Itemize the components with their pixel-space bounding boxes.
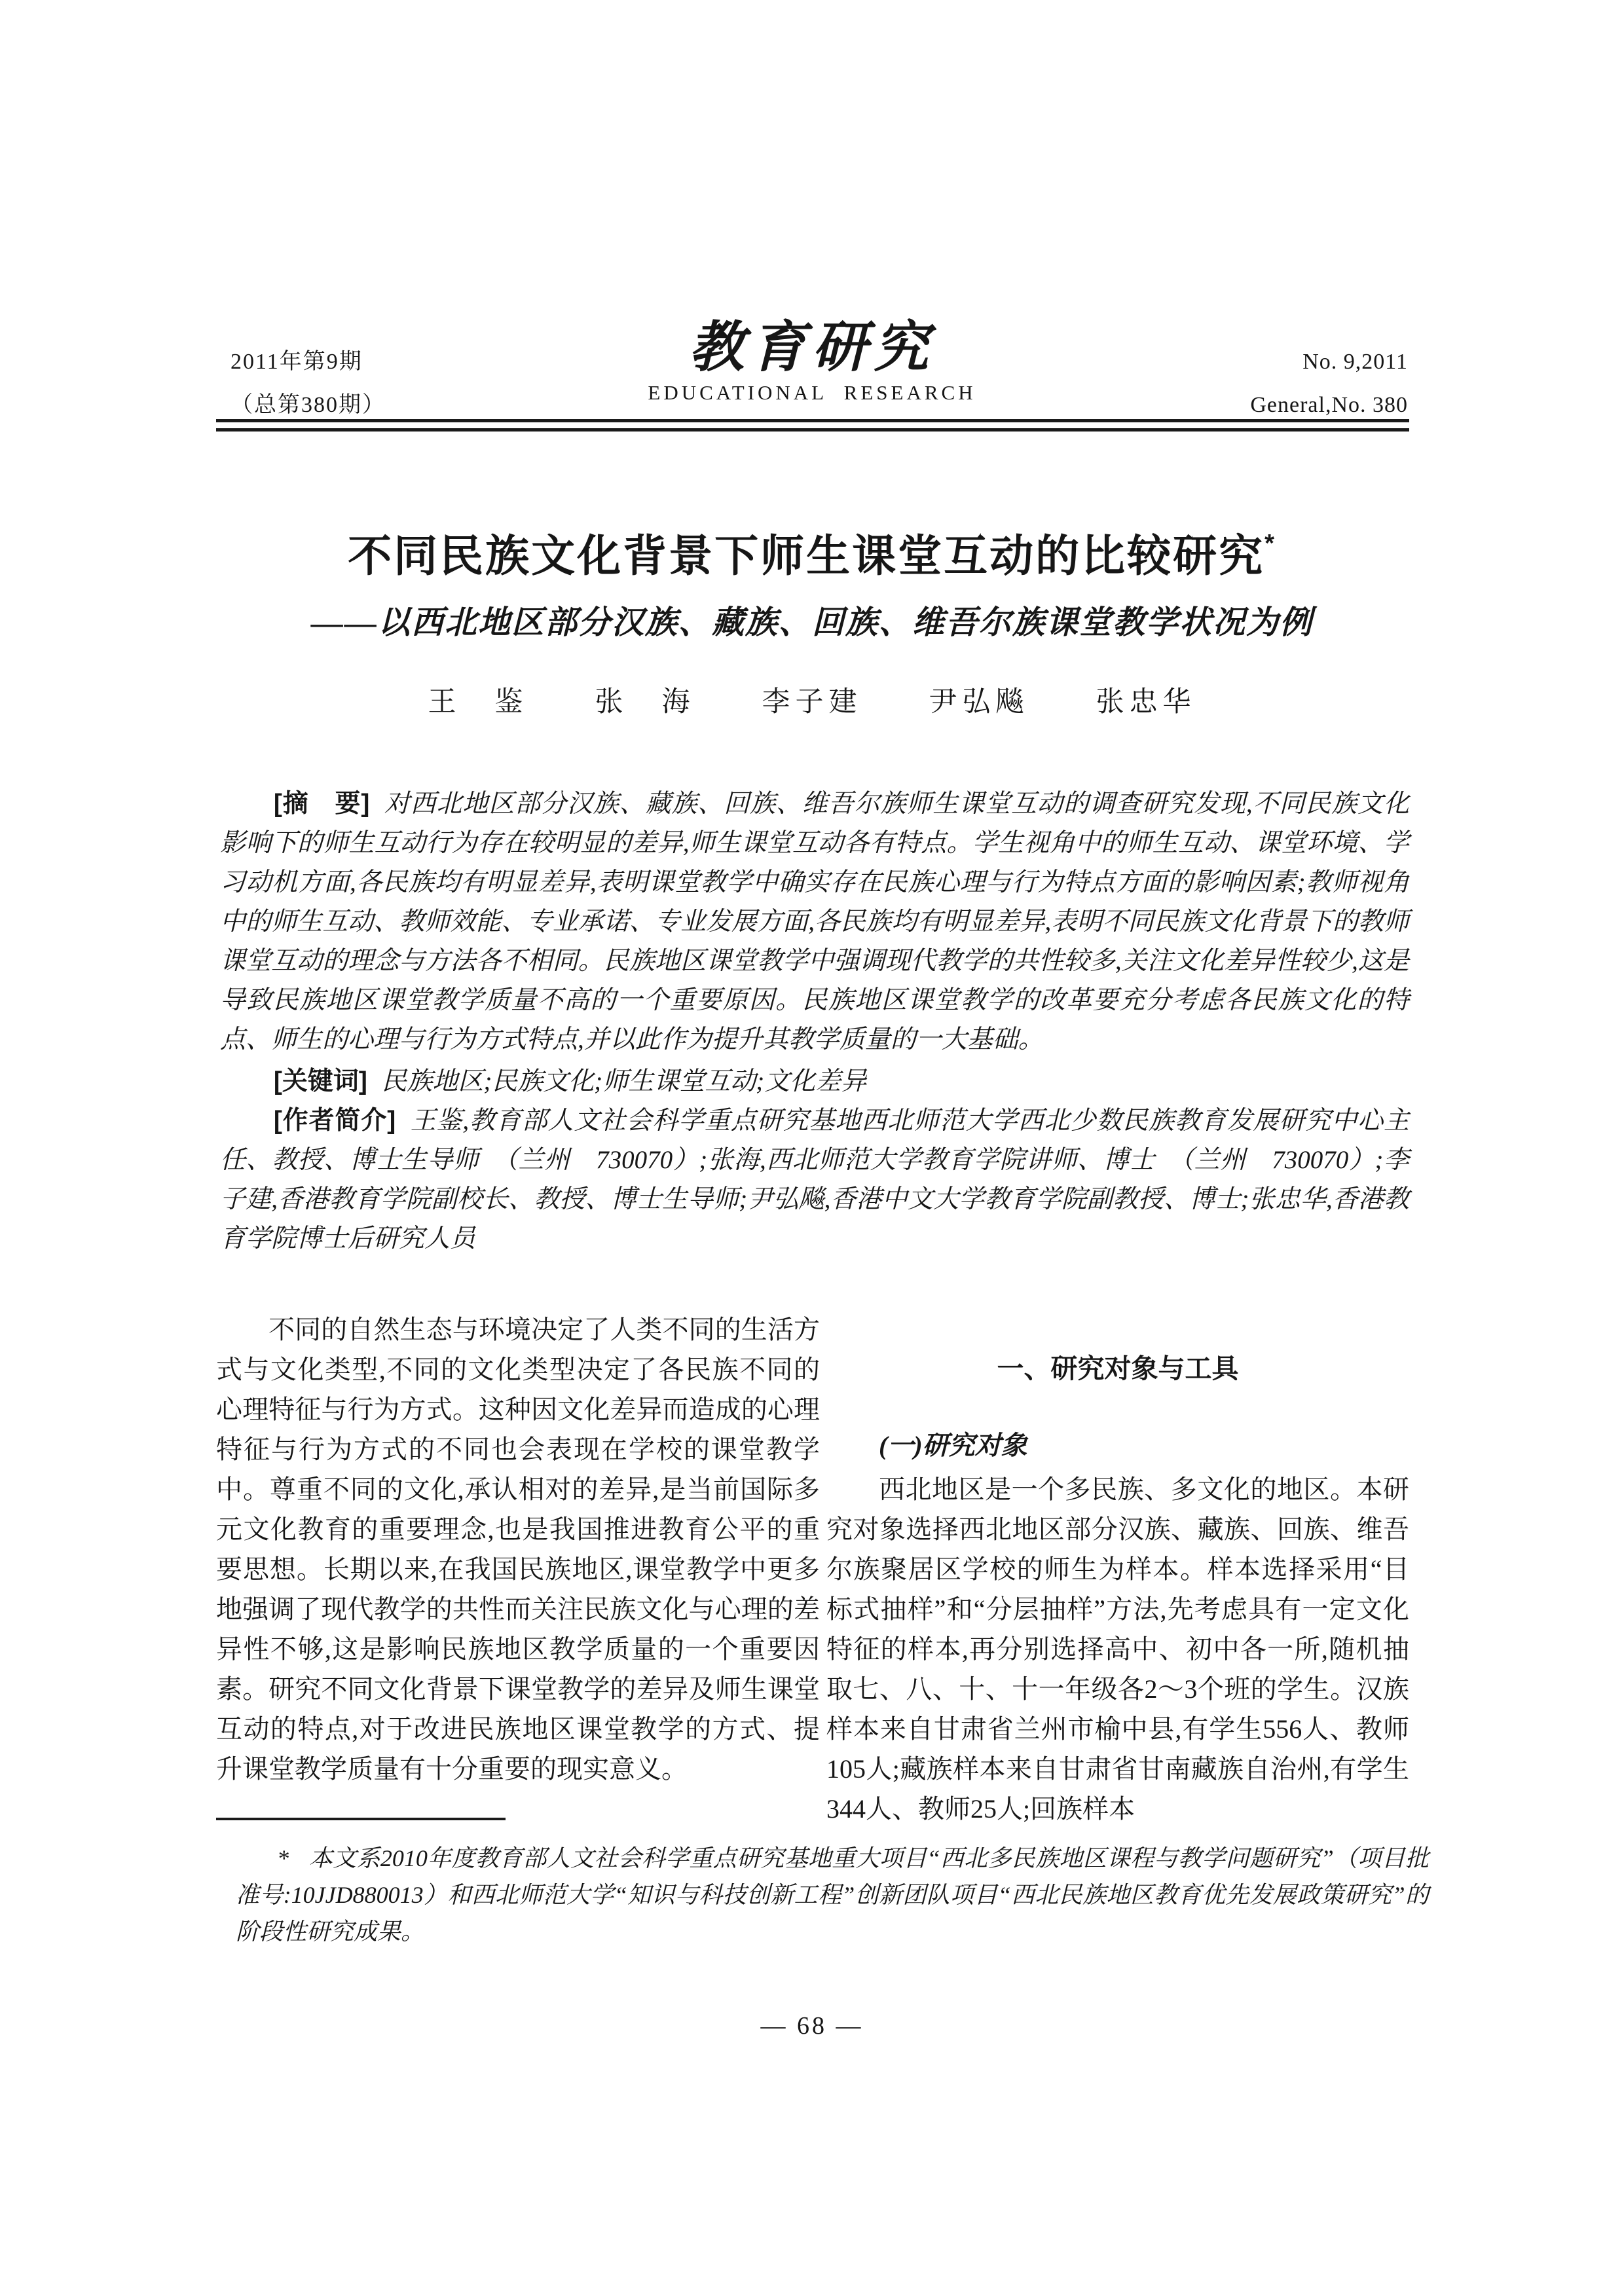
header-divider-rule bbox=[216, 419, 1409, 431]
author-bio-text: 王鉴,教育部人文社会科学重点研究基地西北师范大学西北少数民族教育发展研究中心主任、教授、博士生导师 （兰州 730070）;张海,西北师范大学教育学院讲师、博士 （兰州 730070）;李子建,香港教育学院副校长、教授、博士生导师;尹弘飚,香港中文大学教育学院副教授、博士;张忠华,香港教育学院博士后研究人员 bbox=[220, 1107, 1409, 1253]
header-general-line: General,No. 380 bbox=[1250, 393, 1408, 417]
article-title bbox=[0, 521, 1624, 584]
section-1-heading: 一、研究对象与工具 bbox=[997, 1353, 1239, 1384]
footnote-block bbox=[216, 1818, 1429, 1950]
intro-paragraph: 不同的自然生态与环境决定了人类不同的生活方式与文化类型,不同的文化类型决定了各民族不同的心理特征与行为方式。这种因文化差异而造成的心理特征与行为方式的不同也会表现在学校的课堂教学中。尊重不同的文化,承认相对的差异,是当前国际多元文化教育的重要理念,也是我国推进教育公平的重要思想。长期以来,在我国民族地区,课堂教学中更多地强调了现代教学的共性而关注民族文化与心理的差异性不够,这是影响民族地区教学质量的一个重要因素。研究不同文化背景下课堂教学的差异及师生课堂互动的特点,对于改进民族地区课堂教学的方式、提升课堂教学质量有十分重要的现实意义。 bbox=[216, 1315, 820, 1784]
keywords-label: [关键词] bbox=[273, 1067, 367, 1095]
footnote bbox=[236, 1840, 1429, 1950]
footnote-divider-rule bbox=[216, 1818, 506, 1820]
article-subtitle: ——以西北地区部分汉族、藏族、回族、维吾尔族课堂教学状况为例 bbox=[310, 604, 1313, 640]
issue-general-number: （总第380期） bbox=[231, 393, 386, 417]
subsection-1-1-heading: (一)研究对象 bbox=[879, 1431, 1027, 1460]
keywords-text: 民族地区;民族文化;师生课堂互动;文化差异 bbox=[381, 1067, 867, 1095]
section-1-paragraph: 西北地区是一个多民族、多文化的地区。本研究对象选择西北地区部分汉族、藏族、回族、维吾尔族聚居区学校的师生为样本。样本选择采用“目标式抽样”和“分层抽样”方法,先考虑具有一定文化特征的样本,再分别选择高中、初中各一所,随机抽取七、八、十、十一年级各2～3个班的学生。汉族样本来自甘肃省兰州市榆中县,有学生556人、教师105人;藏族样本来自甘肃省甘南藏族自治州,有学生344人、教师25人;回族样本 bbox=[826, 1475, 1409, 1824]
article-title-text: 不同民族文化背景下师生课堂互动的比较研究 bbox=[348, 532, 1265, 581]
header-number-info bbox=[1250, 340, 1408, 427]
keywords bbox=[220, 1062, 1409, 1101]
issue-number: 2011年第9期 bbox=[231, 350, 363, 374]
body-column-left bbox=[216, 1310, 820, 1789]
author-list: 王 鉴 张 海 李子建 尹弘飚 张忠华 bbox=[428, 687, 1196, 718]
front-matter bbox=[220, 784, 1409, 1258]
body-column-right bbox=[826, 1310, 1409, 1829]
abstract bbox=[220, 784, 1409, 1059]
author-bio-label: [作者简介] bbox=[273, 1107, 396, 1135]
abstract-text: 对西北地区部分汉族、藏族、回族、维吾尔族师生课堂互动的调查研究发现,不同民族文化影响下的师生互动行为存在较明显的差异,师生课堂互动各有特点。学生视角中的师生互动、课堂环境、学习动机方面,各民族均有明显差异,表明课堂教学中确实存在民族心理与行为特点方面的影响因素;教师视角中的师生互动、教师效能、专业承诺、专业发展方面,各民族均有明显差异,表明不同民族文化背景下的教师课堂互动的理念与方法各不相同。民族地区课堂教学中强调现代教学的共性较多,关注文化差异性较少,这是导致民族地区课堂教学质量不高的一个重要原因。民族地区课堂教学的改革要充分考虑各民族文化的特点、师生的心理与行为方式特点,并以此作为提升其教学质量的一大基础。 bbox=[220, 790, 1409, 1054]
page-number: — 68 — bbox=[760, 2012, 864, 2040]
title-footnote-marker: * bbox=[1264, 530, 1276, 557]
abstract-label: [摘 要] bbox=[273, 790, 370, 818]
header-no-line: No. 9,2011 bbox=[1302, 350, 1408, 374]
journal-name-english: EDUCATIONAL RESEARCH bbox=[648, 381, 976, 404]
footnote-marker: * bbox=[278, 1845, 290, 1871]
journal-logo-chinese: 教育研究 bbox=[688, 318, 935, 378]
author-bio bbox=[220, 1101, 1409, 1258]
footnote-text: 本文系2010年度教育部人文社会科学重点研究基地重大项目“西北多民族地区课程与教学问题研究”（项目批准号:10JJD880013）和西北师范大学“知识与科技创新工程”创新团队项目“西北民族地区教育优先发展政策研究”的阶段性研究成果。 bbox=[236, 1845, 1429, 1945]
